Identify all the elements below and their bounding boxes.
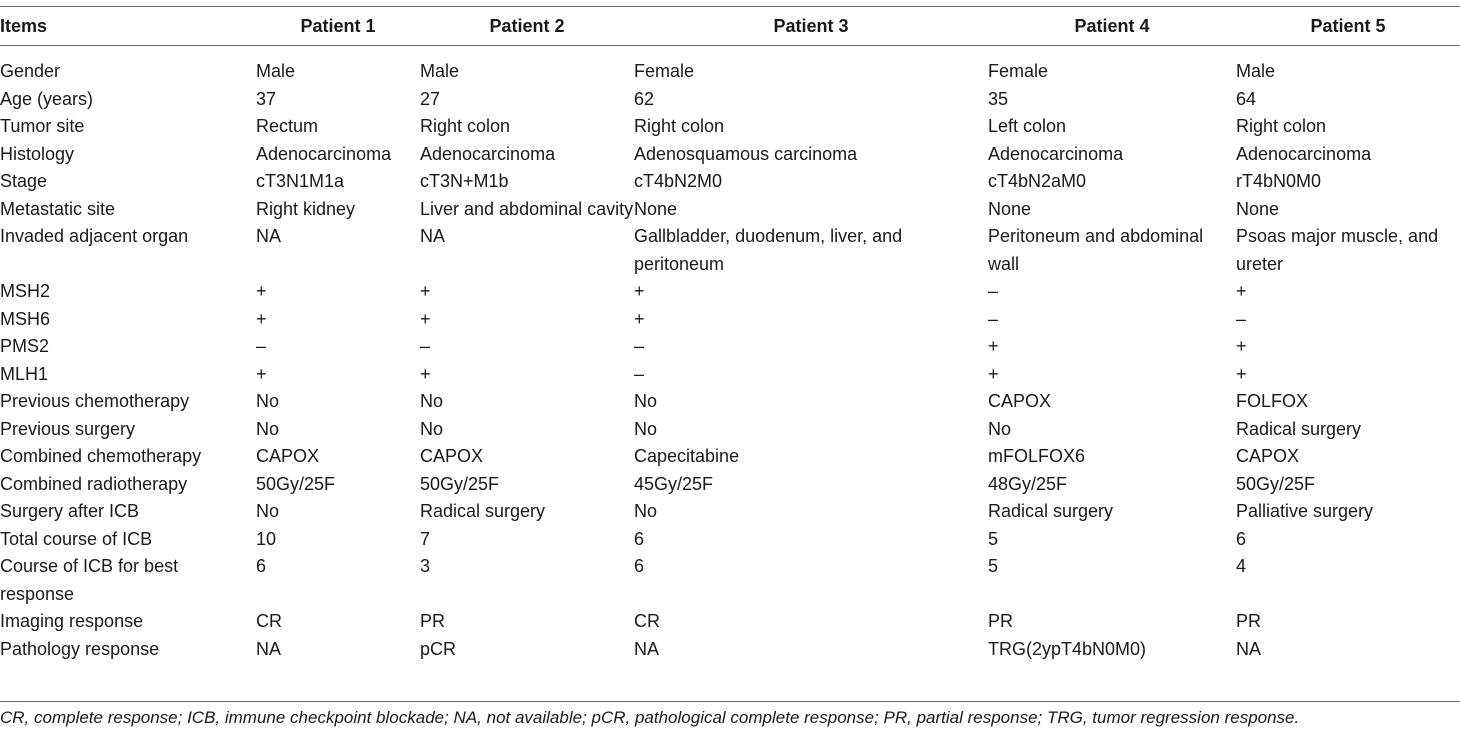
patient-1-cell: NA: [256, 226, 282, 246]
row-label-cell: Histology: [0, 143, 75, 164]
patient-3-cell: NA: [634, 638, 660, 659]
patient-1-cell: 37: [256, 88, 277, 109]
table-row: [0, 141, 1460, 169]
patient-2-cell: 27: [420, 88, 441, 109]
patient-1-cell: Adenocarcinoma: [256, 143, 392, 164]
patient-3-cell: 6: [634, 556, 645, 576]
table-row: [0, 388, 1460, 416]
patient-1-cell: No: [256, 418, 280, 439]
patient-1-cell: 50Gy/25F: [256, 473, 336, 494]
spacer-row: [0, 45, 1460, 58]
patient-3-cell: cT4bN2M0: [634, 171, 723, 191]
table-row: [0, 278, 1460, 306]
row-label-cell: Previous chemotherapy: [0, 391, 190, 411]
patient-2-cell: Radical surgery: [420, 501, 546, 521]
patient-3-cell: 62: [634, 88, 655, 109]
table-row: [0, 333, 1460, 361]
patient-2-cell: 3: [420, 556, 431, 576]
table-row: [0, 443, 1460, 471]
patient-2-cell: Liver and abdominal cavity: [420, 198, 634, 219]
row-label-cell: Stage: [0, 171, 48, 191]
patient-2-cell: No: [420, 391, 444, 411]
patient-1-cell: NA: [256, 638, 282, 659]
patient-3-cell: CR: [634, 611, 660, 631]
patient-1-cell: No: [256, 391, 280, 411]
patient-1-cell: 6: [256, 556, 267, 576]
patient-2-cell: Male: [420, 61, 460, 81]
patient-3-cell: Adenosquamous carcinoma: [634, 143, 858, 164]
patient-4-cell: Adenocarcinoma: [988, 143, 1124, 164]
row-label-cell: Course of ICB for best response: [0, 556, 179, 604]
patient-5-cell: Right colon: [1236, 116, 1327, 136]
patient-3-cell: +: [634, 281, 645, 301]
patient-1-cell: +: [256, 363, 267, 384]
patient-1-cell: Right kidney: [256, 198, 356, 219]
table-row: [0, 471, 1460, 499]
patient-5-cell: FOLFOX: [1236, 391, 1309, 411]
row-label-cell: MSH2: [0, 281, 51, 301]
patient-5-cell: +: [1236, 336, 1247, 356]
patient-1-cell: CAPOX: [256, 446, 320, 466]
patient-4-cell: –: [988, 281, 999, 301]
patient-5-cell: PR: [1236, 611, 1262, 631]
patient-2-cell: 7: [420, 528, 431, 549]
table-footnote: CR, complete response; ICB, immune checkpoint blockade; NA, not available; pCR, pathological complete response; PR, partial response; TRG, tumor regression response.: [0, 708, 1300, 727]
patient-5-cell: Palliative surgery: [1236, 501, 1374, 521]
patient-2-cell: CAPOX: [420, 446, 484, 466]
patient-5-cell: 50Gy/25F: [1236, 473, 1316, 494]
row-label-cell: Combined radiotherapy: [0, 473, 188, 494]
header-patient-1: Patient 1: [300, 15, 376, 36]
patient-1-cell: 10: [256, 528, 277, 549]
patient-5-cell: 64: [1236, 88, 1257, 109]
row-label-cell: Age (years): [0, 88, 94, 109]
patient-2-cell: +: [420, 281, 431, 301]
patient-5-cell: –: [1236, 308, 1247, 329]
patient-4-cell: mFOLFOX6: [988, 446, 1086, 466]
row-label-cell: Previous surgery: [0, 418, 136, 439]
patient-2-cell: No: [420, 418, 444, 439]
patient-3-cell: None: [634, 198, 678, 219]
row-label-cell: Tumor site: [0, 116, 85, 136]
header-patient-3: Patient 3: [773, 15, 849, 36]
row-label-cell: Gender: [0, 61, 61, 81]
patient-4-cell: +: [988, 336, 999, 356]
patient-1-cell: Male: [256, 61, 296, 81]
patient-4-cell: cT4bN2aM0: [988, 171, 1087, 191]
header-items: Items: [0, 15, 48, 36]
patient-4-cell: –: [988, 308, 999, 329]
patient-4-cell: CAPOX: [988, 391, 1052, 411]
patient-5-cell: rT4bN0M0: [1236, 171, 1322, 191]
row-label-cell: Total course of ICB: [0, 528, 153, 549]
patient-1-cell: Rectum: [256, 116, 319, 136]
table-row: [0, 416, 1460, 444]
patient-1-cell: No: [256, 501, 280, 521]
table-row: [0, 498, 1460, 526]
bottom-rule: [0, 701, 1460, 702]
header-row: [0, 7, 1460, 45]
row-label-cell: Pathology response: [0, 638, 160, 659]
table-row: [0, 168, 1460, 196]
table-row: [0, 608, 1460, 636]
spacer-cell: [0, 45, 1460, 58]
table-row: [0, 526, 1460, 554]
patient-2-cell: –: [420, 336, 431, 356]
patient-3-cell: No: [634, 501, 658, 521]
patient-1-cell: –: [256, 336, 267, 356]
patient-5-cell: NA: [1236, 638, 1262, 659]
patient-3-cell: +: [634, 308, 645, 329]
patient-3-cell: Gallbladder, duodenum, liver, and peritoneum: [634, 226, 903, 274]
table-row: [0, 553, 1460, 608]
patient-4-cell: No: [988, 418, 1012, 439]
table-row: [0, 361, 1460, 389]
patient-2-cell: NA: [420, 226, 446, 246]
patient-3-cell: Capecitabine: [634, 446, 740, 466]
patient-4-cell: 5: [988, 556, 999, 576]
patient-1-cell: cT3N1M1a: [256, 171, 345, 191]
table-row: [0, 86, 1460, 114]
patient-3-cell: 6: [634, 528, 645, 549]
row-label-cell: Imaging response: [0, 611, 144, 631]
patient-5-cell: +: [1236, 363, 1247, 384]
patient-4-cell: 35: [988, 88, 1009, 109]
patient-5-cell: 4: [1236, 556, 1247, 576]
patient-3-cell: Right colon: [634, 116, 725, 136]
header-patient-5: Patient 5: [1310, 15, 1386, 36]
patient-3-cell: Female: [634, 61, 695, 81]
patient-4-cell: PR: [988, 611, 1014, 631]
patient-2-cell: Right colon: [420, 116, 511, 136]
patient-5-cell: Radical surgery: [1236, 418, 1362, 439]
patient-2-cell: +: [420, 308, 431, 329]
patient-5-cell: Psoas major muscle, and ureter: [1236, 226, 1439, 274]
patient-2-cell: pCR: [420, 638, 457, 659]
row-label-cell: MSH6: [0, 308, 51, 329]
patient-3-cell: –: [634, 363, 645, 384]
table-row: [0, 306, 1460, 334]
patient-3-cell: –: [634, 336, 645, 356]
table-row: [0, 636, 1460, 664]
row-label-cell: Surgery after ICB: [0, 501, 140, 521]
patient-3-cell: No: [634, 418, 658, 439]
patient-2-cell: cT3N+M1b: [420, 171, 509, 191]
table-row: [0, 113, 1460, 141]
row-label-cell: Metastatic site: [0, 198, 116, 219]
patient-characteristics-table: [0, 7, 1460, 663]
patient-4-cell: TRG(2ypT4bN0M0): [988, 638, 1147, 659]
patient-5-cell: None: [1236, 198, 1280, 219]
patient-2-cell: +: [420, 363, 431, 384]
patient-2-cell: 50Gy/25F: [420, 473, 500, 494]
row-label-cell: MLH1: [0, 363, 49, 384]
row-label-cell: Combined chemotherapy: [0, 446, 202, 466]
patient-1-cell: +: [256, 281, 267, 301]
patient-2-cell: Adenocarcinoma: [420, 143, 556, 164]
table-row: [0, 58, 1460, 86]
row-label-cell: Invaded adjacent organ: [0, 226, 189, 246]
row-label-cell: PMS2: [0, 336, 50, 356]
table-row: [0, 196, 1460, 224]
patient-4-cell: Radical surgery: [988, 501, 1114, 521]
patient-5-cell: 6: [1236, 528, 1247, 549]
patient-4-cell: 48Gy/25F: [988, 473, 1068, 494]
patient-1-cell: CR: [256, 611, 282, 631]
patient-5-cell: Adenocarcinoma: [1236, 143, 1372, 164]
patient-4-cell: Female: [988, 61, 1049, 81]
patient-1-cell: +: [256, 308, 267, 329]
patient-3-cell: No: [634, 391, 658, 411]
header-patient-2: Patient 2: [489, 15, 565, 36]
table-body: [0, 45, 1460, 663]
patient-5-cell: Male: [1236, 61, 1276, 81]
patient-4-cell: Peritoneum and abdominal wall: [988, 226, 1204, 274]
patient-5-cell: CAPOX: [1236, 446, 1300, 466]
table-row: [0, 223, 1460, 278]
patient-3-cell: 45Gy/25F: [634, 473, 714, 494]
patient-4-cell: Left colon: [988, 116, 1067, 136]
patient-4-cell: +: [988, 363, 999, 384]
header-patient-4: Patient 4: [1074, 15, 1150, 36]
patient-2-cell: PR: [420, 611, 446, 631]
patient-4-cell: 5: [988, 528, 999, 549]
patient-4-cell: None: [988, 198, 1032, 219]
patient-5-cell: +: [1236, 281, 1247, 301]
